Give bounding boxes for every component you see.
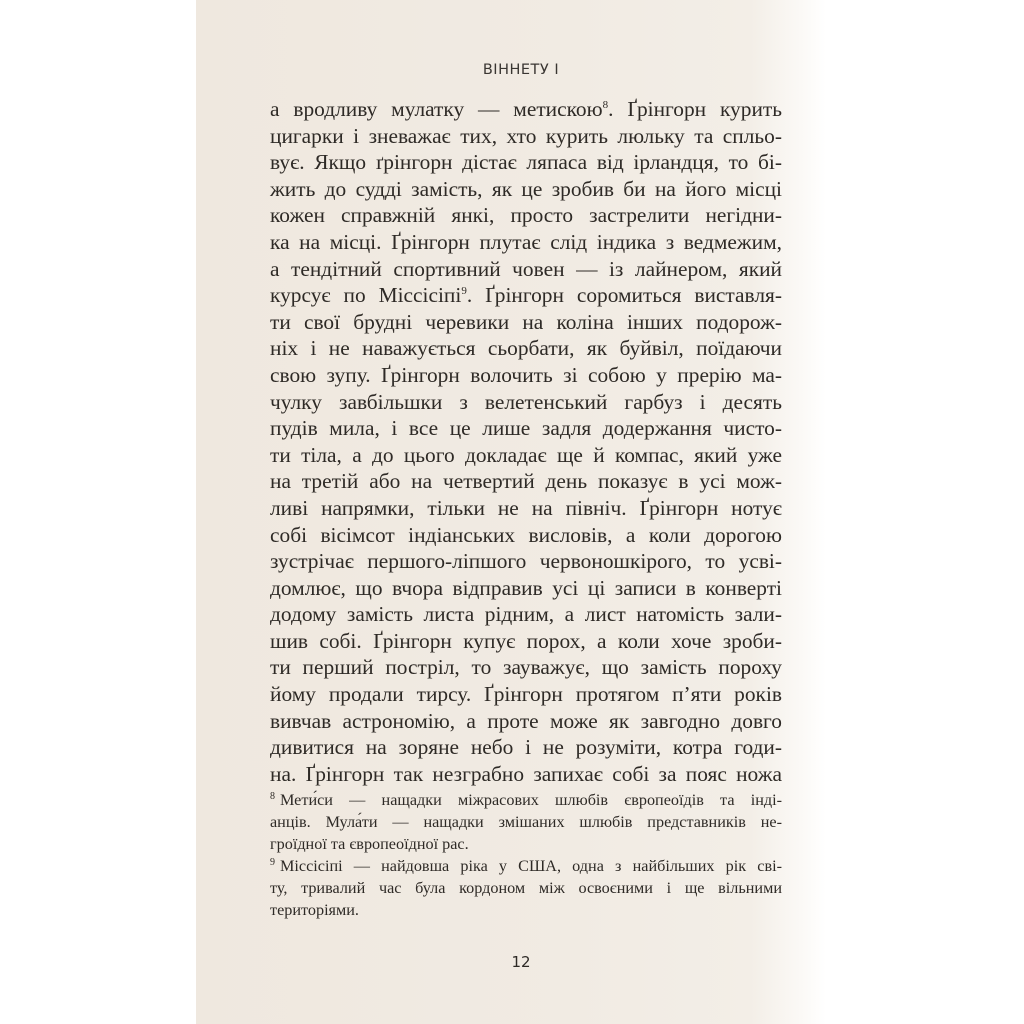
body-line: ти тіла, а до цього докладає ще й компас, який уже	[270, 442, 782, 467]
footnote-ref-9[interactable]: 9	[461, 285, 467, 298]
line-text: . Ґрінгорн курить	[608, 97, 782, 121]
body-line: а тендітний спортивний човен — із лайнером, який	[270, 256, 782, 281]
body-line: ти перший постріл, то зауважує, що замість пороху	[270, 655, 782, 680]
footnote-9-line	[270, 855, 782, 877]
footnotes	[270, 789, 782, 921]
footnote-9-line: територіями.	[270, 901, 359, 919]
body-line: свою зупу. Ґрінгорн волочить зі собою у прерію ма-	[270, 362, 782, 387]
footnote-ref-8[interactable]: 8	[602, 99, 609, 111]
footnote-number: 8	[270, 791, 275, 802]
body-line: чулку завбільшки з велетенський гарбуз і десять	[270, 389, 782, 414]
body-line: на третій або на четвертий день показує в усі мож-	[270, 469, 782, 494]
body-line: вує. Якщо ґрінгорн дістає ляпаса від ірландця, то бі-	[270, 150, 782, 175]
body-line: йому продали тирсу. Ґрінгорн протягом п’яти років	[270, 682, 782, 707]
body-line: на. Ґрінгорн так незграбно запихає собі за пояс ножа	[270, 761, 782, 786]
body-line: ка на місці. Ґрінгорн плутає слід індика з ведмежим,	[270, 229, 782, 254]
body-line: ливі напрямки, тільки не на північ. Ґрінгорн нотує	[270, 495, 782, 520]
footnote-8-line: гроїдної та європеоїдної рас.	[270, 835, 469, 853]
body-line	[270, 96, 782, 123]
body-line: домлює, що вчора відправив усі ці записи в конверті	[270, 575, 782, 600]
body-text	[270, 96, 782, 787]
footnote-9-line: ту, тривалий час була кордоном між освоєними і ще вільними	[270, 879, 782, 897]
body-line: пудів мила, і все це лише задля додержання чисто-	[270, 416, 782, 441]
page-number: 12	[511, 953, 531, 971]
body-line: додому замість листа рідним, а лист натомість зали-	[270, 602, 782, 627]
running-head: ВІННЕТУ І	[482, 62, 560, 78]
footnote-number: 9	[270, 857, 275, 868]
line-text: курсує по Міссісіпі	[270, 283, 462, 308]
body-line: цигарки і зневажає тих, хто курить люльку та спльо-	[270, 123, 782, 148]
line-text: а вродливу мулатку — метискою	[270, 97, 603, 121]
footnote-8-line: анців. Мула́ти — нащадки змішаних шлюбів представників не-	[270, 813, 782, 831]
body-line: собі вісімсот індіанських висловів, а коли дорогою	[270, 522, 782, 547]
footnote-8-line	[270, 789, 782, 811]
body-line: зустрічає першого-ліпшого червоношкірого, то усві-	[270, 549, 782, 574]
body-line: вивчав астрономію, а проте може як завгодно довго	[270, 708, 782, 733]
body-line: дивитися на зоряне небо і не розуміти, котра годи-	[270, 735, 782, 760]
line-text: . Ґрінгорн соромиться виставля-	[466, 283, 782, 308]
footnote-text: Міссісіпі — найдовша ріка у США, одна з найбільших рік сві-	[280, 857, 782, 875]
footnote-text: Мети́си — нащадки міжрасових шлюбів європеоїдів та інді-	[280, 791, 782, 809]
body-line: кожен справжній янкі, просто застрелити негідни-	[270, 203, 782, 228]
body-line: ти свої брудні черевики на коліна інших подорож-	[270, 309, 782, 334]
body-line	[270, 282, 782, 309]
body-line: ніх і не наважується сьорбати, як буйвіл, поїдаючи	[270, 336, 782, 361]
body-line: жить до судді замість, як це зробив би на його місці	[270, 176, 782, 201]
body-line: шив собі. Ґрінгорн купує порох, а коли хоче зроби-	[270, 628, 782, 653]
